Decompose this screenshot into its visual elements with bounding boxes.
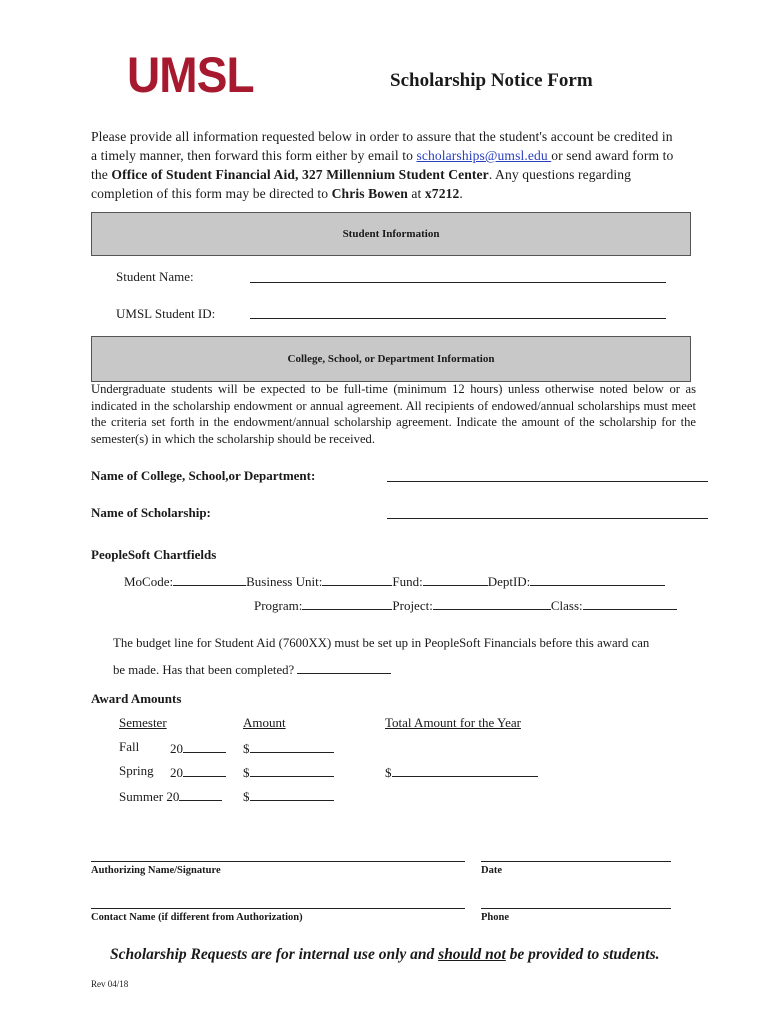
summer-amount: [243, 787, 334, 805]
phone-field[interactable]: [481, 908, 671, 909]
scholarship-name-field[interactable]: [387, 518, 708, 519]
business-unit-field[interactable]: [322, 572, 392, 586]
total-column-header: Total Amount for the Year: [385, 715, 521, 730]
project-label: Project:: [392, 598, 433, 613]
chartfields-row-2: [254, 596, 677, 614]
total-currency: $: [385, 765, 392, 780]
chartfields-row-1: [124, 572, 665, 590]
auth-signature-field[interactable]: [91, 861, 465, 862]
student-name-label: Student Name:: [116, 269, 194, 284]
total-amount: [385, 763, 538, 781]
contact-name-field[interactable]: [91, 908, 465, 909]
student-name-field[interactable]: [250, 282, 666, 283]
intro-text-1: Please provide all information requested below in order to assure that the student's account be credited in a timely manner, then forward this form either by email to: [91, 129, 673, 163]
fall-amount: [243, 739, 334, 757]
page-title: Scholarship Notice Form: [390, 70, 593, 91]
summer-year-field[interactable]: [179, 787, 222, 801]
fund-field[interactable]: [423, 572, 488, 586]
spring-amount-field[interactable]: [250, 763, 334, 777]
summer-amount-field[interactable]: [250, 787, 334, 801]
internal-use-notice: [110, 946, 660, 964]
program-field[interactable]: [302, 596, 392, 610]
student-id-label: UMSL Student ID:: [116, 306, 216, 321]
class-field[interactable]: [583, 596, 677, 610]
spring-amount: [243, 763, 334, 781]
chartfields-heading: PeopleSoft Chartfields: [91, 547, 217, 562]
class-label: Class:: [550, 598, 583, 613]
intro-text-4: at: [407, 186, 425, 201]
awards-heading: Award Amounts: [91, 691, 182, 706]
budget-line-2-wrap: [113, 660, 391, 678]
contact-name-label: Contact Name (if different from Authorization): [91, 912, 303, 923]
fall-label: Fall: [119, 739, 140, 754]
spring-year-field[interactable]: [183, 763, 226, 777]
student-id-field[interactable]: [250, 318, 666, 319]
semester-column-header: Semester: [119, 715, 167, 730]
fall-year-field[interactable]: [183, 739, 226, 753]
contact-extension: x7212: [424, 186, 460, 201]
student-info-header-label: Student Information: [342, 228, 440, 240]
date-field[interactable]: [481, 861, 671, 862]
spring-year: [170, 763, 226, 781]
deptid-field[interactable]: [530, 572, 665, 586]
intro-text-3: . Any questions regarding completion of this form may be directed to: [91, 167, 632, 201]
amount-column-header: Amount: [243, 715, 286, 730]
student-info-header: [91, 212, 691, 256]
college-paragraph: Undergraduate students will be expected to be full-time (minimum 12 hours) unless otherwise noted below or as indicated in the scholarship endowment or annual agreement. All recipients of endowed/annual scholarships must meet the criteria set forth in the endowment/annual scholarship agreement. Indicate the amount of the scholarship for the semester(s) in which the scholarship should be received.: [91, 382, 696, 446]
contact-name: Chris Bowen: [331, 186, 408, 201]
fall-currency: $: [243, 741, 250, 756]
deptid-label: DeptID:: [487, 574, 531, 589]
college-info-header-label: College, School, or Department Information: [287, 353, 495, 365]
budget-answer-field[interactable]: [297, 660, 391, 674]
revision-label: Rev 04/18: [91, 979, 129, 989]
intro-paragraph: [91, 127, 681, 203]
umsl-logo: UMSL: [127, 47, 254, 103]
summer-label: Summer: [119, 789, 164, 804]
total-amount-field[interactable]: [392, 763, 538, 777]
summer-year-prefix: 20: [166, 789, 180, 804]
summer-row: [119, 787, 222, 805]
fall-year: [170, 739, 226, 757]
fall-year-prefix: 20: [170, 741, 183, 756]
date-label: Date: [481, 865, 502, 876]
budget-question: be made. Has that been completed?: [113, 663, 295, 677]
budget-line-1: The budget line for Student Aid (7600XX) must be set up in PeopleSoft Financials before this award can: [113, 636, 650, 650]
college-name-field[interactable]: [387, 481, 708, 482]
mocode-field[interactable]: [173, 572, 246, 586]
spring-currency: $: [243, 765, 250, 780]
phone-label: Phone: [481, 912, 510, 923]
notice-text-2: be provided to students.: [505, 946, 660, 963]
fund-label: Fund:: [392, 574, 423, 589]
intro-text-5: .: [459, 186, 463, 201]
business-unit-label: Business Unit:: [246, 574, 323, 589]
summer-currency: $: [243, 789, 250, 804]
office-name: Office of Student Financial Aid, 327 Millennium Student Center: [111, 167, 489, 182]
college-info-header: [91, 336, 691, 382]
scholarship-name-label: Name of Scholarship:: [91, 505, 211, 520]
auth-signature-label: Authorizing Name/Signature: [91, 865, 221, 876]
intro-text-2: or send award form to the: [91, 148, 674, 182]
spring-label: Spring: [119, 763, 154, 778]
project-field[interactable]: [433, 596, 551, 610]
spring-year-prefix: 20: [170, 765, 183, 780]
notice-emphasis: should not: [438, 946, 506, 963]
fall-amount-field[interactable]: [250, 739, 334, 753]
email-link[interactable]: scholarships@umsl.edu: [416, 148, 552, 163]
mocode-label: MoCode:: [124, 574, 174, 589]
notice-text-1: Scholarship Requests are for internal use only and: [110, 946, 439, 963]
college-name-label: Name of College, School,or Department:: [91, 468, 316, 483]
program-label: Program:: [254, 598, 303, 613]
